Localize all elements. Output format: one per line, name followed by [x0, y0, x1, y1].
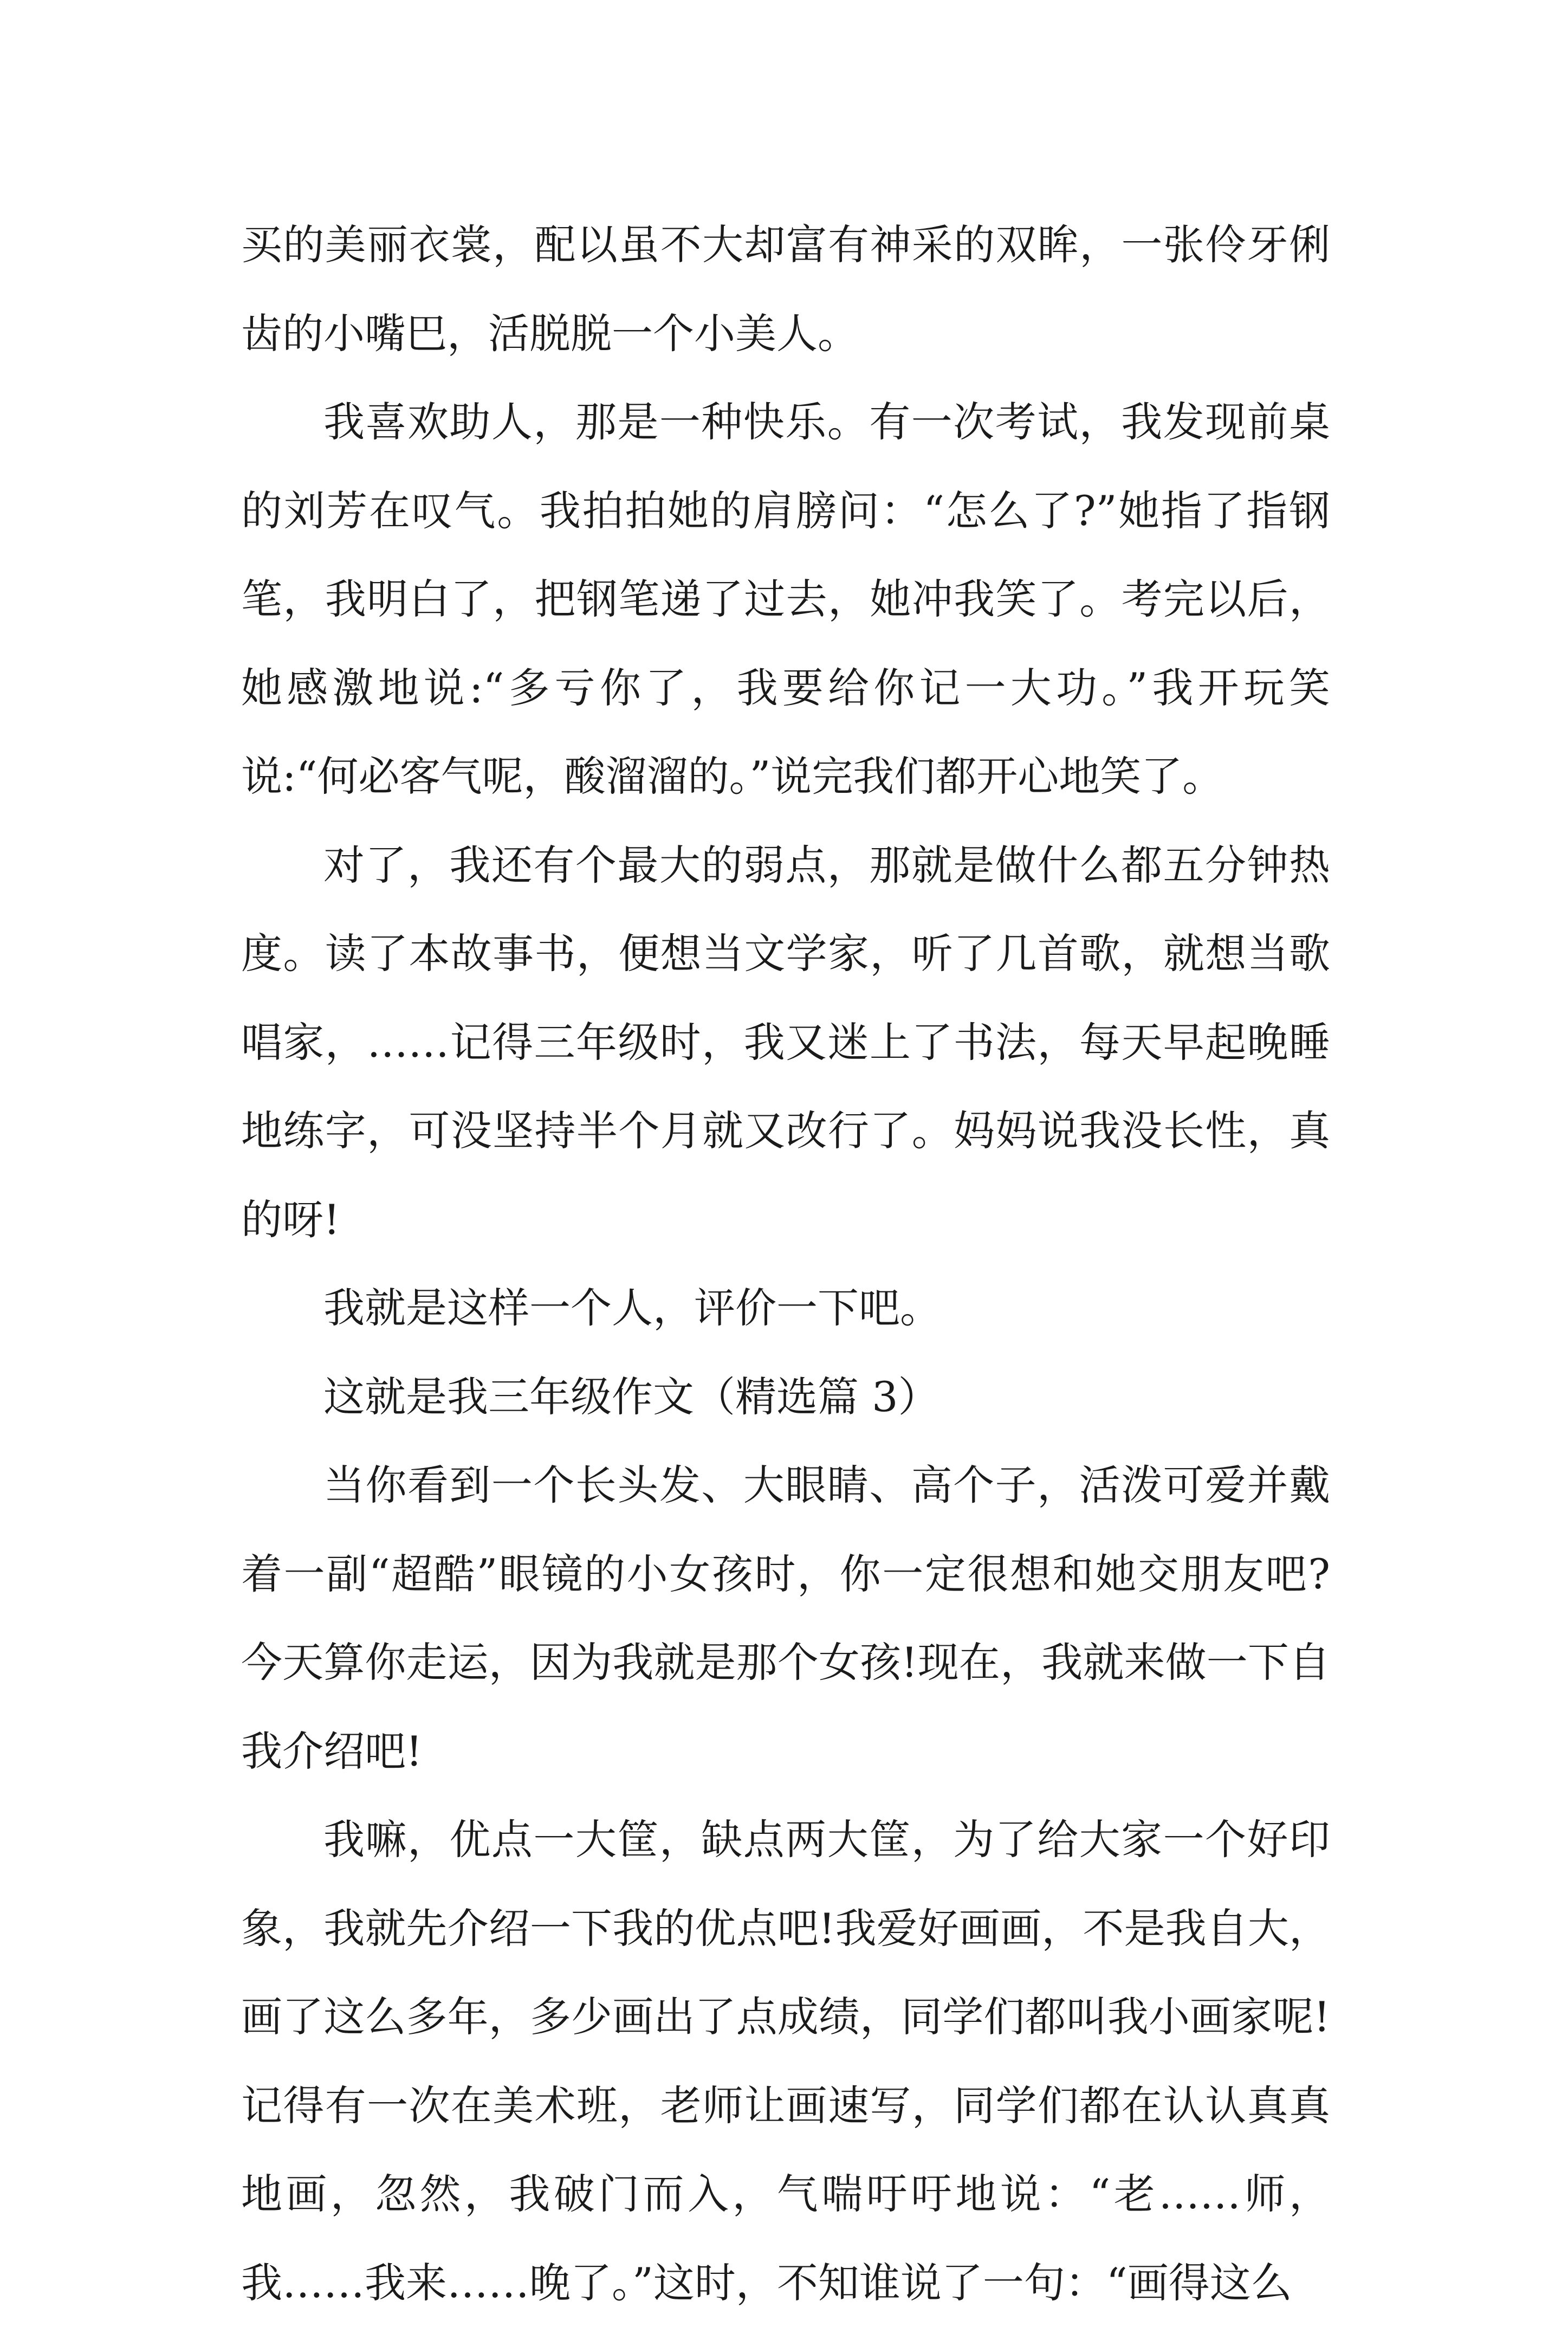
- section-heading: 这就是我三年级作文（精选篇 3）: [323, 1372, 939, 1421]
- paragraph-1: 买的美丽衣裳，配以虽不大却富有神采的双眸，一张伶牙俐齿的小嘴巴，活脱脱一个小美人。: [241, 221, 1330, 358]
- paragraph-4: 我就是这样一个人，评价一下吧。: [323, 1284, 941, 1332]
- paragraph-3: 对了，我还有个最大的弱点，那就是做什么都五分钟热度。读了本故事书，便想当文学家，听了几首歌，就想当歌唱家，……记得三年级时，我又迷上了书法，每天早起晚睡地练字，可没坚持半个月就又改行了。妈妈说我没长性，真的呀!: [241, 841, 1330, 1244]
- paragraph-6: 我嘛，优点一大筐，缺点两大筐，为了给大家一个好印象，我就先介绍一下我的优点吧!我爱好画画，不是我自大，画了这么多年，多少画出了点成绩，同学们都叫我小画家呢!记得有一次在美术班，老师让画速写，同学们都在认认真真地画，忽然，我破门而入，气喘吁吁地说：“老……师，我……我来……晚了。”这时，不知谁说了一句：“画得这么: [241, 1815, 1330, 2307]
- paragraph-5: 当你看到一个长头发、大眼睛、高个子，活泼可爱并戴着一副“超酷”眼镜的小女孩时，你一定很想和她交朋友吧?今天算你走运，因为我就是那个女孩!现在，我就来做一下自我介绍吧!: [241, 1461, 1330, 1775]
- paragraph-2: 我喜欢助人，那是一种快乐。有一次考试，我发现前桌的刘芳在叹气。我拍拍她的肩膀问：“怎么了?”她指了指钢笔，我明白了，把钢笔递了过去，她冲我笑了。考完以后，她感激地说:“多亏你了，我要给你记一大功。”我开玩笑说:“何必客气呢，酸溜溜的。”说完我们都开心地笑了。: [241, 398, 1330, 800]
- body-text: [241, 201, 1330, 2327]
